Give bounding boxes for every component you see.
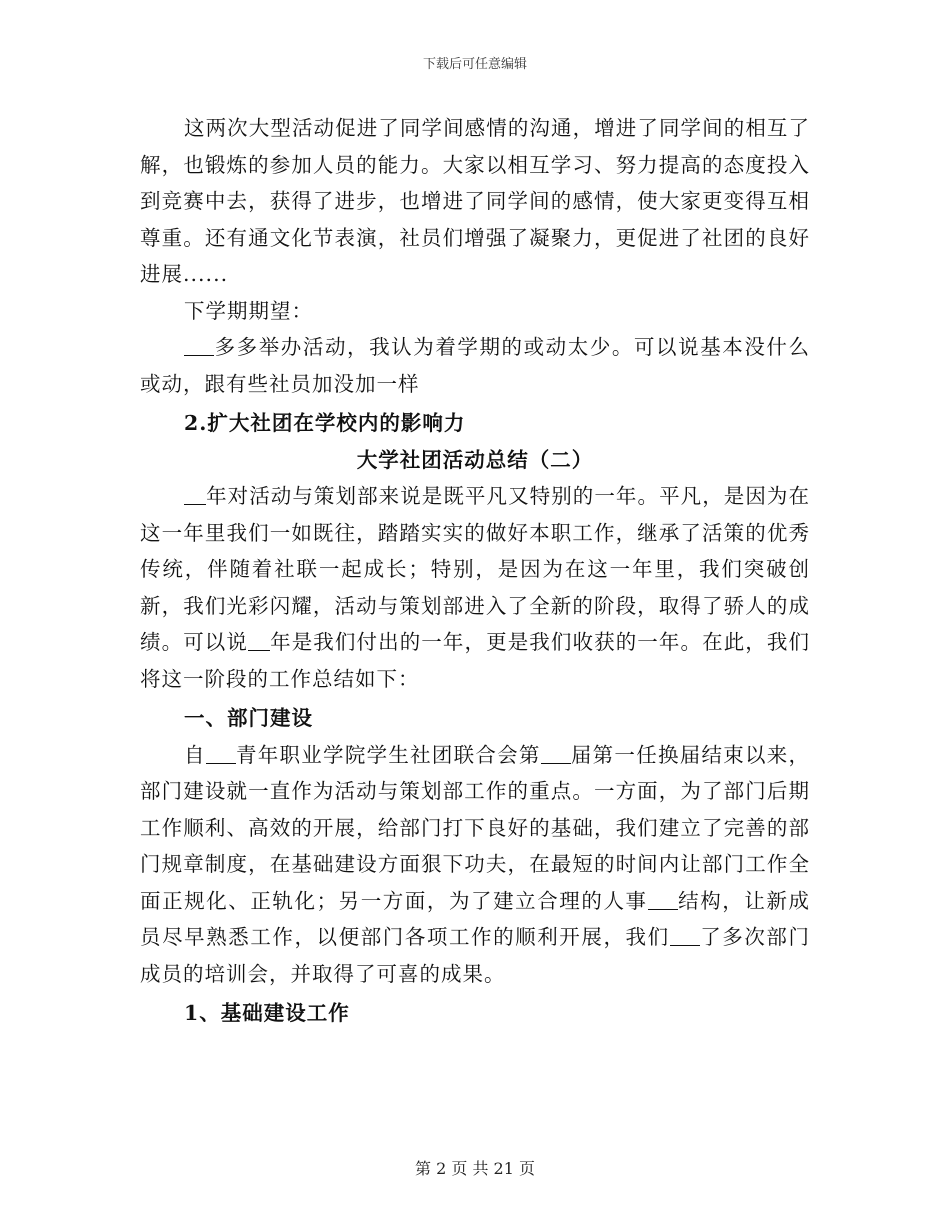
paragraph: 多多举办活动，我认为着学期的或动太少。可以说基本没什么或动，跟有些社员加没加一样 xyxy=(140,335,810,396)
blank-line xyxy=(248,632,270,651)
blank-line xyxy=(648,891,678,910)
page-footer: 第 2 页 共 21 页 xyxy=(415,1159,535,1178)
blank-line xyxy=(184,486,206,505)
paragraph: 年对活动与策划部来说是既平凡又特别的一年。平凡，是因为在这一年里我们一如既往，踏踏实实的做好本职工作，继承了活策的优秀传统，伴随着社联一起成长；特别，是因为在这一年里，我们突破创新，我们光彩闪耀，活动与策划部进入了全新的阶段，取得了骄人的成绩。可以说 年是我们付出的一年，更是我们收获的一年。在此，我们将这一阶段的工作总结如下： xyxy=(140,484,810,691)
section-heading: 一、部门建设 xyxy=(184,706,313,730)
document-body xyxy=(140,110,810,1032)
paragraph: 下学期期望： xyxy=(184,298,313,323)
blank-line xyxy=(541,745,571,764)
blank-line xyxy=(184,337,214,356)
document-title: 大学社团活动总结（二） xyxy=(356,447,594,472)
blank-line xyxy=(670,927,700,946)
section-heading: 2.扩大社团在学校内的影响力 xyxy=(184,411,466,435)
page-header: 下载后可任意编辑 xyxy=(422,57,527,72)
paragraph: 自 青年职业学院学生社团联合会第 届第一任换届结束以来，部门建设就一直作为活动与策划部工作的重点。一方面，为了部门后期工作顺利、高效的开展，给部门打下良好的基础，我们建立了完善的部门规章制度，在基础建设方面狠下功夫，在最短的时间内让部门工作全面正规化、正轨化；另一方面，为了建立合理的人事 结构，让新成员尽早熟悉工作，以便部门各项工作的顺利开展，我们 了多次部门成员的培训会，并取得了可喜的成果。 xyxy=(140,742,811,986)
blank-line xyxy=(206,745,236,764)
paragraph: 这两次大型活动促进了同学间感情的沟通，增进了同学间的相互了解，也锻炼的参加人员的能力。大家以相互学习、努力提高的态度投入到竞赛中去，获得了进步，也增进了同学间的感情，使大家更变得互相尊重。还有通文化节表演，社员们增强了凝聚力，更促进了社团的良好进展...... xyxy=(140,116,810,286)
subsection-heading: 1、基础建设工作 xyxy=(184,1001,350,1025)
